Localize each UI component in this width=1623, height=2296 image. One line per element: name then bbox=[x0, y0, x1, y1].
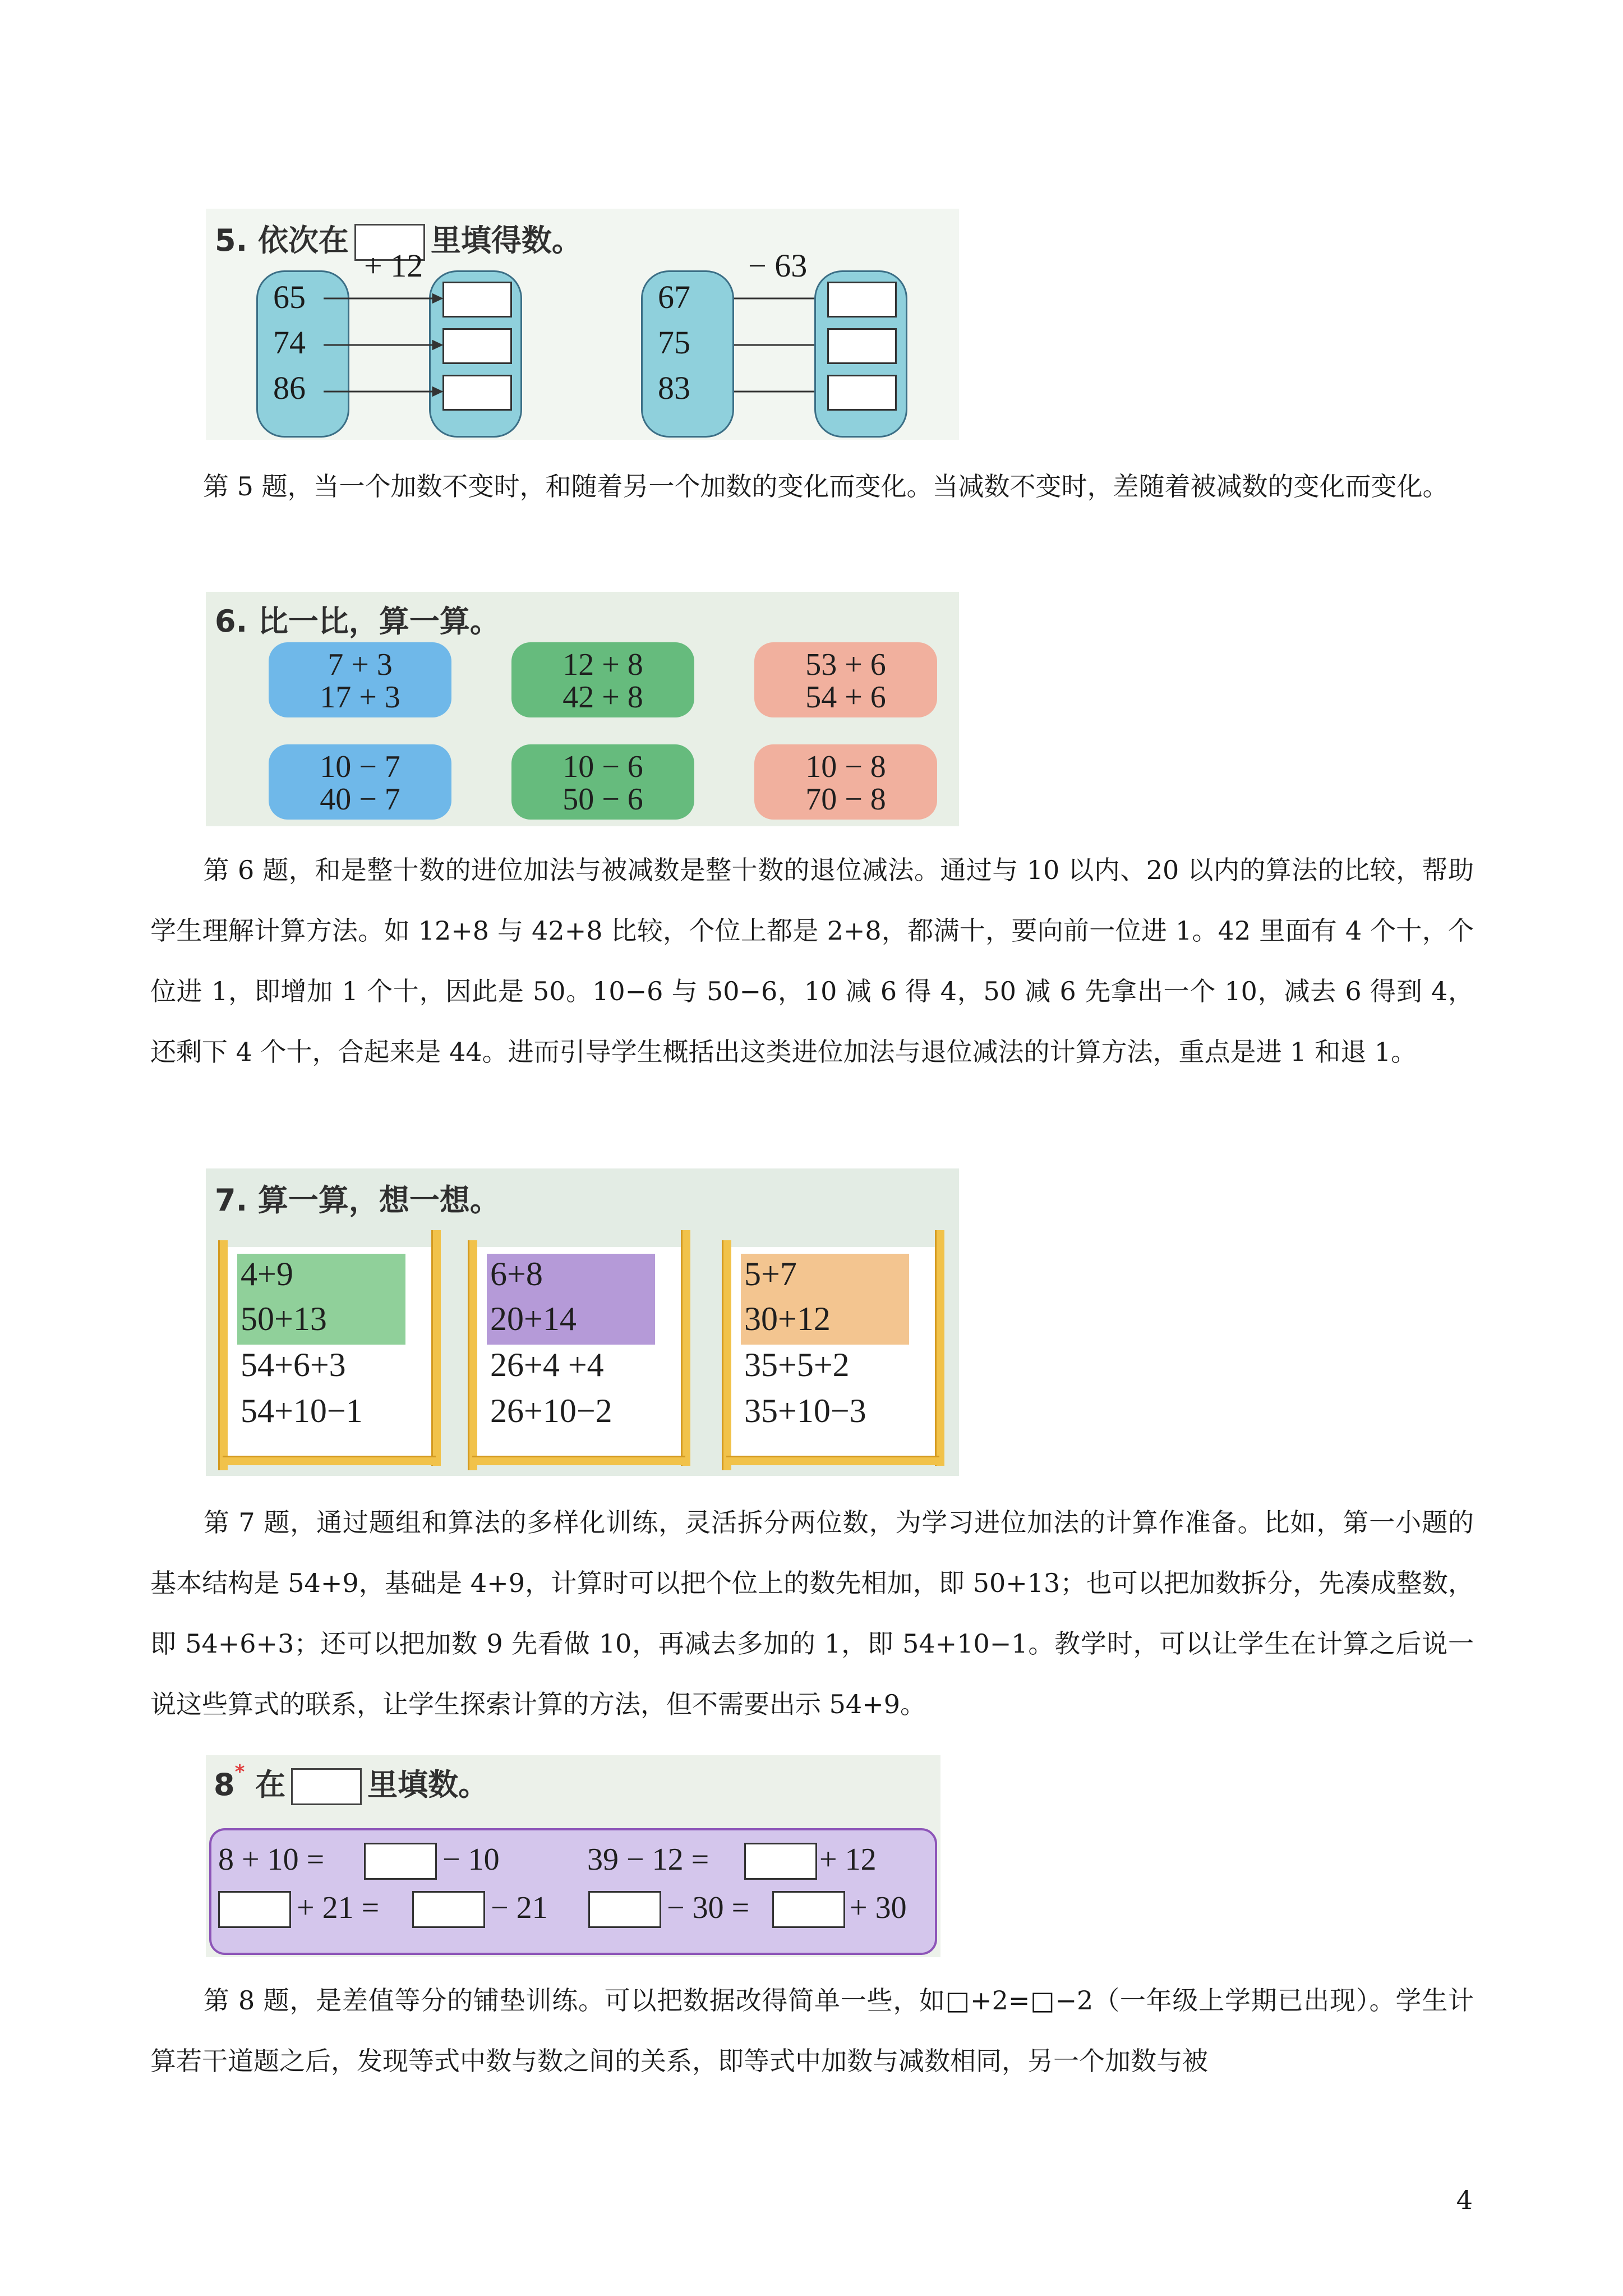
blank-eq3-b[interactable] bbox=[412, 1891, 485, 1928]
right-input-2: 75 bbox=[658, 324, 690, 361]
eq1-right: − 10 bbox=[442, 1842, 500, 1877]
card-5: 10 − 6 50 − 6 bbox=[511, 744, 694, 820]
answer-box-right-2[interactable] bbox=[827, 328, 897, 364]
left-op: + 12 bbox=[364, 247, 423, 284]
figure-8 bbox=[206, 1755, 940, 1957]
paragraph-6: 第 6 题，和是整十数的进位加法与被减数是整十数的退位减法。通过与 10 以内、20 以内的算法的比较，帮助学生理解计算方法。如 12+8 与 42+8 比较，个位上都是 2+8，都满十，要向前一位进 1。42 里面有 4 个十，个位进 1，即增加 1 个十，因此是 50。10−6 与 50−6，10 减 6 得 4，50 减 6 先拿出一个 10，减去 6 得到 4，还剩下 4 个十，合起来是 44。进而引导学生概括出这类进位加法与退位减法的计算方法，重点是进 1 和退 1。 bbox=[150, 855, 1474, 1067]
pencil-icon bbox=[681, 1230, 690, 1466]
paragraph-7: 第 7 题，通过题组和算法的多样化训练，灵活拆分两位数，为学习进位加法的计算作准备。比如，第一小题的基本结构是 54+9，基础是 4+9，计算时可以把个位上的数先相加，即 50+13；也可以把加数拆分，先凑成整数，即 54+6+3；还可以把加数 9 先看做 10，再减去多加的 1，即 54+10−1。教学时，可以让学生在计算之后说一说这些算式的联系，让学生探索计算的方法，但不需要出示 54+9。 bbox=[150, 1507, 1474, 1719]
blank-eq4-a[interactable] bbox=[588, 1891, 661, 1928]
left-input-2: 74 bbox=[273, 324, 306, 361]
answer-box-left-1[interactable] bbox=[442, 282, 512, 318]
figure-5 bbox=[206, 209, 959, 440]
pencil-icon bbox=[223, 1456, 436, 1465]
page-number: 4 bbox=[1456, 2185, 1473, 2215]
left-input-1: 65 bbox=[273, 279, 306, 315]
answer-box-left-3[interactable] bbox=[442, 375, 512, 411]
eq4-right: + 30 bbox=[850, 1890, 907, 1925]
pencil-icon bbox=[431, 1230, 441, 1466]
right-input-1: 67 bbox=[658, 279, 690, 315]
paragraph-8: 第 8 题，是差值等分的铺垫训练。可以把数据改得简单一些，如□+2=□−2（一年级上学期已出现）。学生计算若干道题之后，发现等式中数与数之间的关系，即等式中加数与减数相同，另一个加数与被 bbox=[150, 1985, 1474, 2076]
card-3: 53 + 6 54 + 6 bbox=[754, 642, 937, 717]
pencil-icon bbox=[218, 1240, 228, 1470]
eq2-right: + 12 bbox=[819, 1842, 877, 1877]
card-4: 10 − 7 40 − 7 bbox=[269, 744, 451, 820]
figure-8-title: 8* 在 里填数。 bbox=[214, 1761, 488, 1805]
eq3-right: − 21 bbox=[491, 1890, 548, 1925]
blank-eq3-a[interactable] bbox=[218, 1891, 291, 1928]
left-input-3: 86 bbox=[273, 370, 306, 406]
figure-6-title: 6. 比一比，算一算。 bbox=[215, 604, 500, 639]
figure-7-title: 7. 算一算，想一想。 bbox=[215, 1182, 500, 1218]
right-op: − 63 bbox=[748, 247, 808, 284]
pencil-icon bbox=[472, 1456, 685, 1465]
pencil-icon bbox=[722, 1240, 731, 1470]
pencil-card-1: 4+9 50+13 54+6+3 54+10−1 bbox=[223, 1247, 436, 1462]
eq2-left: 39 − 12 = bbox=[587, 1842, 709, 1877]
answer-box-right-1[interactable] bbox=[827, 282, 897, 318]
pencil-icon bbox=[935, 1230, 944, 1466]
pencil-card-3: 5+7 30+12 35+5+2 35+10−3 bbox=[726, 1247, 939, 1462]
card-1: 7 + 3 17 + 3 bbox=[269, 642, 451, 717]
blank-eq1-a[interactable] bbox=[364, 1843, 437, 1880]
pencil-icon bbox=[468, 1240, 477, 1470]
pencil-icon bbox=[726, 1456, 939, 1465]
figure-6 bbox=[206, 592, 959, 826]
blank-eq4-b[interactable] bbox=[772, 1891, 845, 1928]
card-6: 10 − 8 70 − 8 bbox=[754, 744, 937, 820]
figure-5-title: 5. 依次在 里填得数。 bbox=[215, 217, 582, 261]
paragraph-5: 第 5 题，当一个加数不变时，和随着另一个加数的变化而变化。当减数不变时，差随着被减数的变化而变化。 bbox=[203, 471, 1449, 501]
eq4-mid: − 30 = bbox=[667, 1890, 750, 1925]
answer-box-right-3[interactable] bbox=[827, 375, 897, 411]
eq1-left: 8 + 10 = bbox=[218, 1842, 325, 1877]
answer-box-left-2[interactable] bbox=[442, 328, 512, 364]
figure-7 bbox=[206, 1168, 959, 1476]
sample-blank-box bbox=[291, 1768, 362, 1805]
card-2: 12 + 8 42 + 8 bbox=[511, 642, 694, 717]
blank-eq2-a[interactable] bbox=[744, 1843, 817, 1880]
eq3-mid: + 21 = bbox=[297, 1890, 380, 1925]
pencil-card-2: 6+8 20+14 26+4 +4 26+10−2 bbox=[472, 1247, 685, 1462]
right-input-3: 83 bbox=[658, 370, 690, 406]
